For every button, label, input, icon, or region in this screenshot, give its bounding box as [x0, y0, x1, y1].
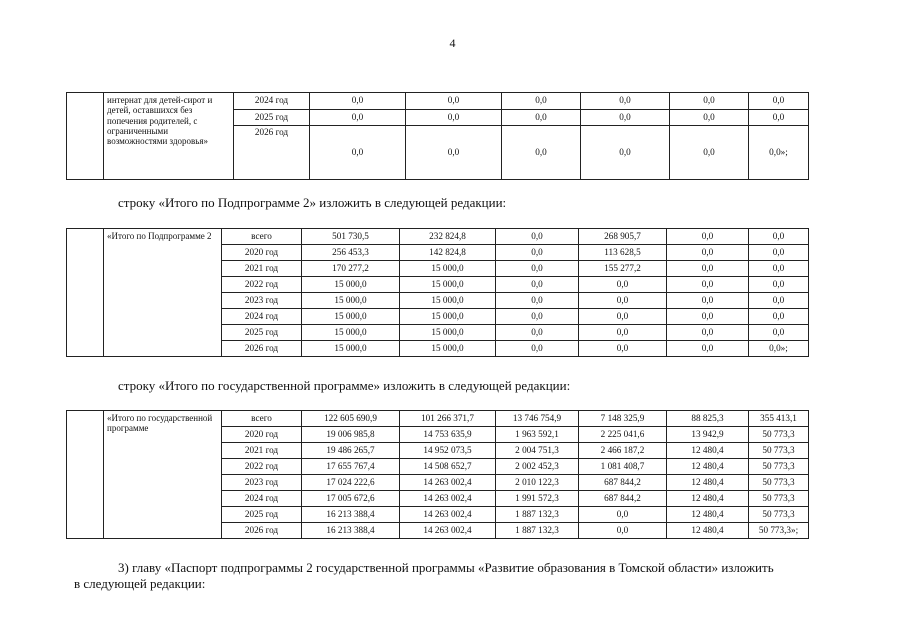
- value-cell: 0,0: [579, 523, 667, 539]
- year-cell: 2021 год: [222, 443, 302, 459]
- table-3-program-total: [66, 410, 809, 539]
- value-cell: 0,0: [670, 110, 749, 126]
- value-cell: 0,0: [749, 309, 809, 325]
- value-cell: 2 004 751,3: [496, 443, 579, 459]
- table-1-continuation: [66, 92, 809, 180]
- value-cell: 0,0: [502, 93, 581, 110]
- row-label: интернат для детей-сирот и детей, оставшихся без попечения родителей, с ограниченными возможностями здоровья»: [104, 93, 234, 180]
- value-cell: 170 277,2: [302, 261, 400, 277]
- value-cell: 0,0: [667, 245, 749, 261]
- value-cell: 12 480,4: [667, 459, 749, 475]
- year-cell: 2022 год: [222, 459, 302, 475]
- value-cell: 50 773,3: [749, 459, 809, 475]
- value-cell: 0,0: [496, 293, 579, 309]
- value-cell: 101 266 371,7: [400, 411, 496, 427]
- value-cell: 0,0: [406, 126, 502, 180]
- value-cell: 0,0: [310, 93, 406, 110]
- table-row: [67, 93, 809, 110]
- value-cell: 0,0: [496, 261, 579, 277]
- year-cell: 2026 год: [222, 523, 302, 539]
- value-cell: 256 453,3: [302, 245, 400, 261]
- instruction-paragraph-1: строку «Итого по Подпрограмме 2» изложить в следующей редакции:: [118, 195, 507, 210]
- value-cell: 15 000,0: [400, 309, 496, 325]
- value-cell: 0,0: [749, 277, 809, 293]
- value-cell: 0,0: [749, 293, 809, 309]
- year-cell: 2021 год: [222, 261, 302, 277]
- value-cell: 15 000,0: [400, 277, 496, 293]
- value-cell: 501 730,5: [302, 229, 400, 245]
- value-cell: 0,0: [667, 261, 749, 277]
- value-cell: 0,0: [749, 245, 809, 261]
- value-cell: 0,0: [310, 126, 406, 180]
- value-cell: 50 773,3: [749, 491, 809, 507]
- value-cell: 15 000,0: [302, 325, 400, 341]
- value-cell: 88 825,3: [667, 411, 749, 427]
- value-cell: 0,0: [579, 341, 667, 357]
- value-cell: 0,0: [502, 110, 581, 126]
- value-cell: 50 773,3: [749, 475, 809, 491]
- value-cell: 19 486 265,7: [302, 443, 400, 459]
- value-cell: 0,0: [667, 293, 749, 309]
- year-cell: 2023 год: [222, 293, 302, 309]
- value-cell: 2 010 122,3: [496, 475, 579, 491]
- value-cell: 12 480,4: [667, 491, 749, 507]
- value-cell: 0,0: [581, 93, 670, 110]
- value-cell: 14 263 002,4: [400, 475, 496, 491]
- value-cell: 0,0»;: [749, 341, 809, 357]
- instruction-paragraph-3-line-1: 3) главу «Паспорт подпрограммы 2 государственной программы «Развитие образования в Томской области» изложить: [118, 560, 774, 575]
- number-cell: [67, 229, 104, 357]
- value-cell: 2 466 187,2: [579, 443, 667, 459]
- value-cell: 0,0: [579, 293, 667, 309]
- value-cell: 15 000,0: [400, 293, 496, 309]
- value-cell: 15 000,0: [400, 341, 496, 357]
- value-cell: 0,0: [581, 126, 670, 180]
- value-cell: 2 002 452,3: [496, 459, 579, 475]
- value-cell: 0,0: [749, 261, 809, 277]
- value-cell: 15 000,0: [400, 325, 496, 341]
- value-cell: 0,0: [496, 325, 579, 341]
- value-cell: 1 991 572,3: [496, 491, 579, 507]
- value-cell: 0,0: [496, 245, 579, 261]
- table-2-body: [67, 229, 809, 357]
- value-cell: 0,0: [406, 110, 502, 126]
- year-cell: 2020 год: [222, 427, 302, 443]
- value-cell: 50 773,3: [749, 507, 809, 523]
- value-cell: 12 480,4: [667, 523, 749, 539]
- row-label: «Итого по Подпрограмме 2: [104, 229, 222, 357]
- value-cell: 1 887 132,3: [496, 523, 579, 539]
- value-cell: 16 213 388,4: [302, 507, 400, 523]
- value-cell: 50 773,3: [749, 443, 809, 459]
- value-cell: 142 824,8: [400, 245, 496, 261]
- value-cell: 0,0: [667, 309, 749, 325]
- value-cell: 7 148 325,9: [579, 411, 667, 427]
- value-cell: 0,0: [667, 277, 749, 293]
- page-number: 4: [449, 36, 456, 50]
- value-cell: 0,0: [749, 229, 809, 245]
- year-cell: 2023 год: [222, 475, 302, 491]
- value-cell: 14 508 652,7: [400, 459, 496, 475]
- value-cell: 0,0: [502, 126, 581, 180]
- value-cell: 0,0: [670, 93, 749, 110]
- value-cell: 12 480,4: [667, 507, 749, 523]
- value-cell: 0,0: [749, 325, 809, 341]
- table-row: [67, 229, 809, 245]
- year-cell: 2024 год: [222, 309, 302, 325]
- value-cell: 0,0: [667, 341, 749, 357]
- value-cell: 122 605 690,9: [302, 411, 400, 427]
- year-cell: 2025 год: [222, 325, 302, 341]
- number-cell: [67, 93, 104, 180]
- year-cell: всего: [222, 229, 302, 245]
- value-cell: 1 963 592,1: [496, 427, 579, 443]
- value-cell: 0,0: [496, 341, 579, 357]
- value-cell: 687 844,2: [579, 475, 667, 491]
- value-cell: 14 753 635,9: [400, 427, 496, 443]
- value-cell: 0,0: [496, 309, 579, 325]
- table-row: [67, 411, 809, 427]
- table-2-subprogram-total: [66, 228, 809, 357]
- year-cell: 2025 год: [234, 110, 310, 126]
- value-cell: 0,0: [579, 507, 667, 523]
- instruction-paragraph-3-line-2: в следующей редакции:: [74, 576, 206, 591]
- value-cell: 0,0: [496, 229, 579, 245]
- value-cell: 0,0: [579, 277, 667, 293]
- value-cell: 0,0»;: [749, 126, 809, 180]
- value-cell: 12 480,4: [667, 475, 749, 491]
- value-cell: 50 773,3: [749, 427, 809, 443]
- year-cell: всего: [222, 411, 302, 427]
- value-cell: 0,0: [310, 110, 406, 126]
- year-cell: 2022 год: [222, 277, 302, 293]
- value-cell: 0,0: [579, 309, 667, 325]
- value-cell: 687 844,2: [579, 491, 667, 507]
- year-cell: 2025 год: [222, 507, 302, 523]
- year-cell: 2026 год: [222, 341, 302, 357]
- value-cell: 17 005 672,6: [302, 491, 400, 507]
- value-cell: 0,0: [667, 325, 749, 341]
- year-cell: 2020 год: [222, 245, 302, 261]
- value-cell: 0,0: [667, 229, 749, 245]
- value-cell: 15 000,0: [302, 293, 400, 309]
- value-cell: 14 263 002,4: [400, 523, 496, 539]
- value-cell: 0,0: [581, 110, 670, 126]
- table-3-body: [67, 411, 809, 539]
- value-cell: 268 905,7: [579, 229, 667, 245]
- value-cell: 17 024 222,6: [302, 475, 400, 491]
- value-cell: 355 413,1: [749, 411, 809, 427]
- value-cell: 232 824,8: [400, 229, 496, 245]
- value-cell: 12 480,4: [667, 443, 749, 459]
- value-cell: 13 746 754,9: [496, 411, 579, 427]
- year-cell: 2024 год: [222, 491, 302, 507]
- value-cell: 14 263 002,4: [400, 491, 496, 507]
- value-cell: 13 942,9: [667, 427, 749, 443]
- value-cell: 113 628,5: [579, 245, 667, 261]
- value-cell: 0,0: [670, 126, 749, 180]
- value-cell: 0,0: [749, 110, 809, 126]
- value-cell: 0,0: [579, 325, 667, 341]
- value-cell: 19 006 985,8: [302, 427, 400, 443]
- year-cell: 2026 год: [234, 126, 310, 180]
- value-cell: 1 081 408,7: [579, 459, 667, 475]
- value-cell: 14 952 073,5: [400, 443, 496, 459]
- value-cell: 1 887 132,3: [496, 507, 579, 523]
- value-cell: 0,0: [749, 93, 809, 110]
- value-cell: 0,0: [406, 93, 502, 110]
- value-cell: 15 000,0: [400, 261, 496, 277]
- value-cell: 15 000,0: [302, 309, 400, 325]
- value-cell: 50 773,3»;: [749, 523, 809, 539]
- value-cell: 2 225 041,6: [579, 427, 667, 443]
- value-cell: 16 213 388,4: [302, 523, 400, 539]
- value-cell: 15 000,0: [302, 277, 400, 293]
- row-label: «Итого по государственной программе: [104, 411, 222, 539]
- number-cell: [67, 411, 104, 539]
- value-cell: 0,0: [496, 277, 579, 293]
- instruction-paragraph-2: строку «Итого по государственной программе» изложить в следующей редакции:: [118, 378, 571, 393]
- year-cell: 2024 год: [234, 93, 310, 110]
- value-cell: 14 263 002,4: [400, 507, 496, 523]
- value-cell: 15 000,0: [302, 341, 400, 357]
- value-cell: 17 655 767,4: [302, 459, 400, 475]
- value-cell: 155 277,2: [579, 261, 667, 277]
